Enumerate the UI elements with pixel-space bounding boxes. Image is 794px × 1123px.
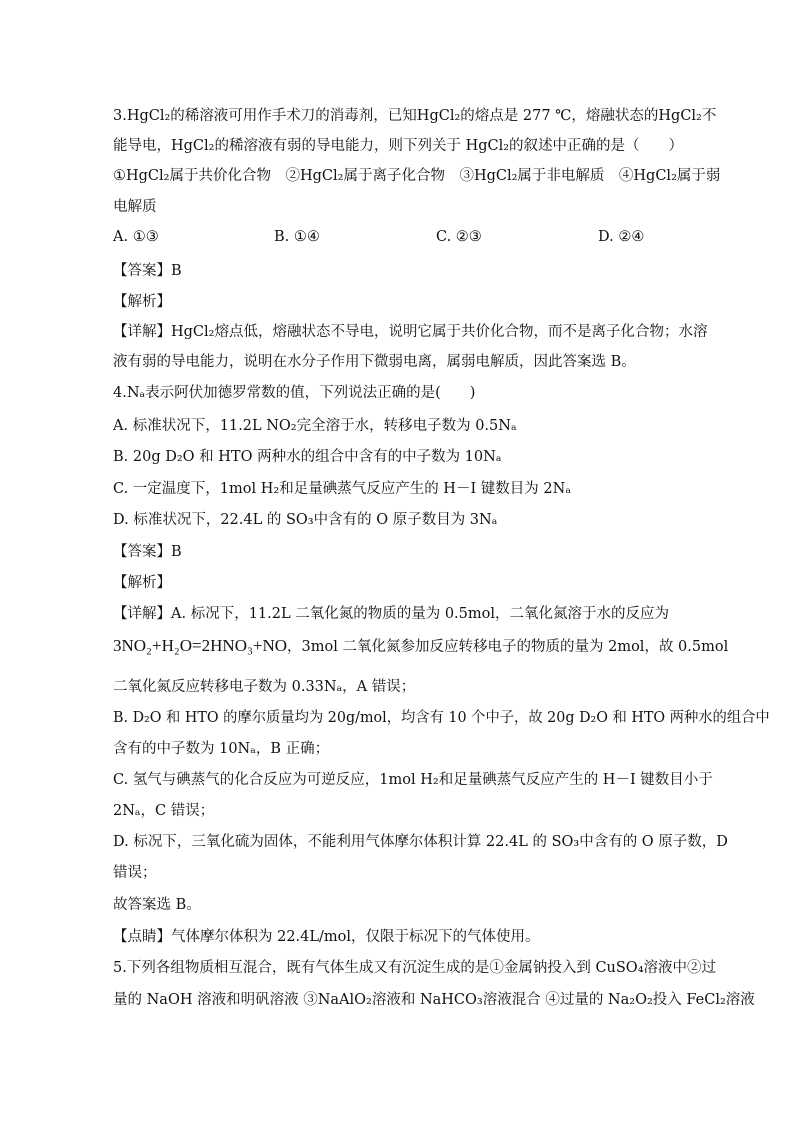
q3-items-line1: ①HgCl₂属于共价化合物 ②HgCl₂属于离子化合物 ③HgCl₂属于非电解质 ④HgCl₂属于弱 (113, 168, 721, 184)
q4-detail-d1: D. 标况下，三氧化硫为固体，不能利用气体摩尔体积计算 22.4L 的 SO₃中含有的 O 原子数，D (113, 834, 728, 850)
q4-detail-d2: 错误； (113, 865, 157, 881)
q4-answer: 【答案】B (113, 544, 182, 560)
q4-detail-c2: 2Nₐ，C 错误； (113, 803, 215, 819)
q4-detail-b2: 含有的中子数为 10Nₐ，B 正确； (113, 741, 330, 757)
q4-option-b: B. 20g D₂O 和 HTO 两种水的组合中含有的中子数为 10Nₐ (113, 449, 502, 465)
q3-option-b: B. ①④ (274, 229, 320, 245)
q3-option-a: A. ①③ (113, 229, 159, 245)
q3-analysis-title: 【解析】 (113, 294, 171, 310)
q4-detail-a1: 【详解】A. 标况下，11.2L 二氧化氮的物质的量为 0.5mol，二氧化氮溶于水的反应为 (113, 606, 669, 622)
q5-stem-line1: 5.下列各组物质相互混合，既有气体生成又有沉淀生成的是①金属钠投入到 CuSO₄溶液中②过 (113, 960, 717, 976)
q3-option-c: C. ②③ (436, 229, 482, 245)
q5-stem-line2: 量的 NaOH 溶液和明矾溶液 ③NaAlO₂溶液和 NaHCO₃溶液混合 ④过量的 Na₂O₂投入 FeCl₂溶液 (113, 992, 755, 1008)
q3-stem-line2: 能导电，HgCl₂的稀溶液有弱的导电能力，则下列关于 HgCl₂的叙述中正确的是（ ） (113, 138, 684, 154)
q4-equation: 3NO₂+H₂O=2HNO₃+NO (113, 636, 288, 655)
q4-stem: 4.Nₐ表示阿伏加德罗常数的值，下列说法正确的是( ) (113, 385, 476, 401)
q4-detail-a3: 二氧化氮反应转移电子数为 0.33Nₐ，A 错误； (113, 679, 416, 695)
q4-option-c: C. 一定温度下，1mol H₂和足量碘蒸气反应产生的 H－I 键数目为 2Nₐ (113, 481, 571, 497)
q3-detail-line1: 【详解】HgCl₂熔点低，熔融状态不导电，说明它属于共价化合物，而不是离子化合物；水溶 (113, 324, 708, 340)
q3-items-line2: 电解质 (113, 199, 157, 215)
q4-detail-a2 (113, 635, 728, 656)
q4-detail-a2-tail: ，3mol 二氧化氮参加反应转移电子的物质的量为 2mol，故 0.5mol (287, 639, 729, 655)
q4-detail-b1: B. D₂O 和 HTO 的摩尔质量均为 20g/mol，均含有 10 个中子，故 20g D₂O 和 HTO 两种水的组合中 (113, 710, 770, 726)
q4-analysis-title: 【解析】 (113, 575, 171, 591)
q4-tip: 【点睛】气体摩尔体积为 22.4L/mol，仅限于标况下的气体使用。 (113, 929, 540, 945)
q4-option-a: A. 标准状况下，11.2L NO₂完全溶于水，转移电子数为 0.5Nₐ (113, 418, 517, 434)
q3-detail-line2: 液有弱的导电能力，说明在水分子作用下微弱电离，属弱电解质，因此答案选 B。 (113, 354, 636, 370)
q4-option-d: D. 标准状况下，22.4L 的 SO₃中含有的 O 原子数目为 3Nₐ (113, 512, 498, 528)
q3-option-d: D. ②④ (598, 229, 645, 245)
q4-detail-c1: C. 氢气与碘蒸气的化合反应为可逆反应，1mol H₂和足量碘蒸气反应产生的 H－I 键数目小于 (113, 772, 713, 788)
q3-answer: 【答案】B (113, 263, 182, 279)
q4-conclusion: 故答案选 B。 (113, 897, 201, 913)
q3-stem-line1: 3.HgCl₂的稀溶液可用作手术刀的消毒剂，已知HgCl₂的熔点是 277 ℃，熔融状态的HgCl₂不 (113, 108, 717, 124)
